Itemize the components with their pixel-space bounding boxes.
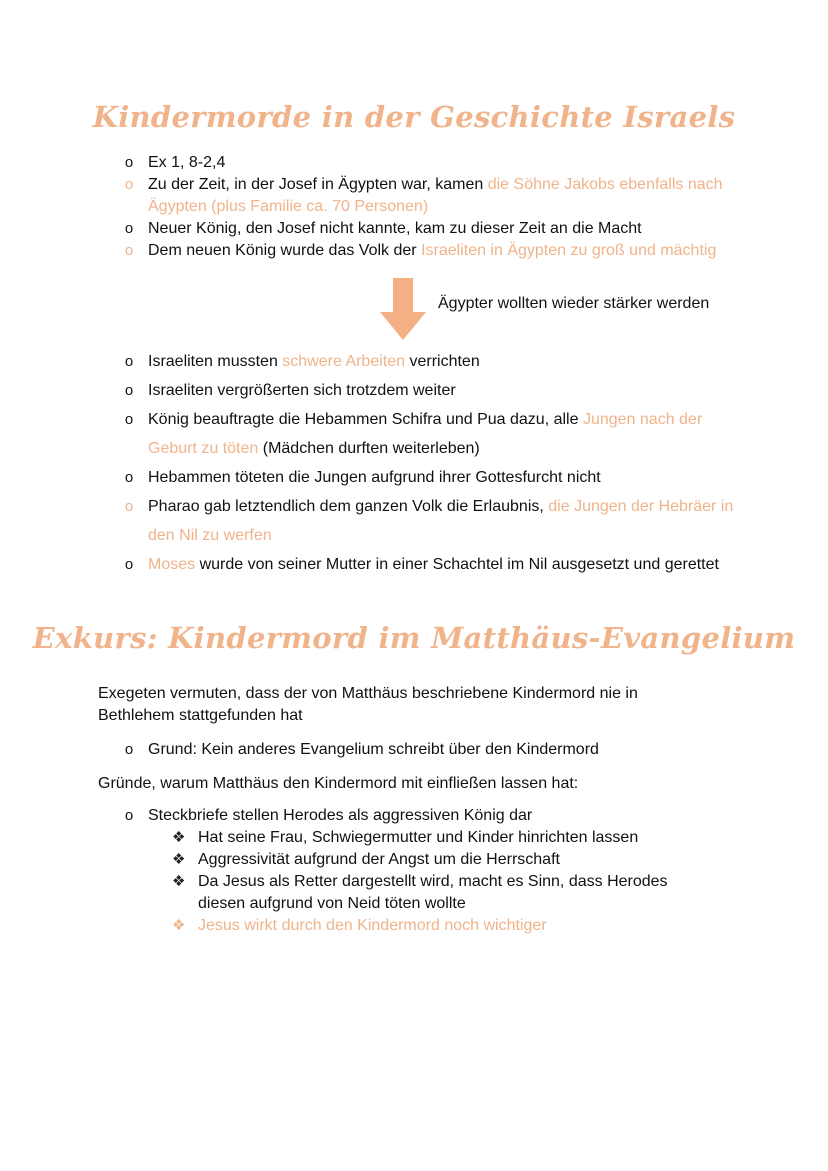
circle-bullet-icon: o: [124, 807, 134, 824]
diamond-bullet-icon: ❖: [172, 851, 186, 868]
exegesis-paragraph: Exegeten vermuten, dass der von Matthäus beschriebene Kindermord nie in Bethlehem stattgefunden hat: [98, 685, 638, 724]
item-text: Ex 1, 8-2,4: [148, 154, 226, 171]
circle-bullet-icon: o: [124, 353, 134, 370]
reason-list: [124, 739, 748, 761]
item-text: Israeliten mussten: [148, 353, 283, 370]
highlighted-text: Israeliten in Ägypten zu groß und mächtig: [421, 242, 717, 259]
circle-bullet-icon: o: [124, 469, 134, 486]
item-text: Zu der Zeit, in der Josef in Ägypten war, kamen: [148, 176, 488, 193]
item-text: König beauftragte die Hebammen Schifra und Pua dazu, alle: [148, 411, 583, 428]
section-title: Exkurs: Kindermord im Matthäus-Evangelium: [32, 621, 796, 655]
item-text: Hat seine Frau, Schwiegermutter und Kinder hinrichten lassen: [198, 829, 639, 846]
list-item: [124, 550, 738, 579]
herodes-details-list: [172, 827, 718, 937]
intro-list: [124, 152, 728, 262]
list-item: [124, 174, 728, 218]
item-text: Aggressivität aufgrund der Angst um die Herrschaft: [198, 851, 560, 868]
item-text: Hebammen töteten die Jungen aufgrund ihrer Gottesfurcht nicht: [148, 469, 601, 486]
item-text: wurde von seiner Mutter in einer Schachtel im Nil ausgesetzt und gerettet: [195, 556, 719, 573]
list-item: [172, 871, 718, 915]
circle-bullet-icon: o: [124, 242, 134, 259]
herodes-list: [124, 805, 748, 827]
highlighted-text: Jungen nach der Geburt zu töten: [148, 411, 703, 457]
list-item: [172, 827, 718, 849]
arrow-label: Ägypter wollten wieder stärker werden: [438, 295, 710, 312]
list-item: [124, 405, 738, 463]
list-item: [124, 739, 748, 761]
highlighted-text: Jesus wirkt durch den Kindermord noch wichtiger: [198, 917, 547, 934]
item-text: verrichten: [405, 353, 480, 370]
circle-bullet-icon: o: [124, 176, 134, 193]
reasons-heading: Gründe, warum Matthäus den Kindermord mit einfließen lassen hat:: [98, 775, 579, 792]
list-item: [124, 347, 738, 376]
list-item: [124, 805, 748, 827]
diamond-bullet-icon: ❖: [172, 829, 186, 846]
list-item: [124, 240, 728, 262]
list-item: [124, 492, 738, 550]
list-item: [172, 915, 718, 937]
highlighted-text: die Söhne Jakobs ebenfalls nach Ägypten (plus Familie ca. 70 Personen): [148, 176, 723, 215]
item-text: (Mädchen durften weiterleben): [258, 440, 480, 457]
circle-bullet-icon: o: [124, 741, 134, 758]
item-text: Neuer König, den Josef nicht kannte, kam zu dieser Zeit an die Macht: [148, 220, 642, 237]
circle-bullet-icon: o: [124, 154, 134, 171]
item-text: Israeliten vergrößerten sich trotzdem weiter: [148, 382, 456, 399]
item-text: Grund: Kein anderes Evangelium schreibt über den Kindermord: [148, 741, 599, 758]
item-text: Da Jesus als Retter dargestellt wird, macht es Sinn, dass Herodes diesen aufgrund von Neid töten wollte: [198, 873, 668, 912]
page-title: Kindermorde in der Geschichte Israels: [92, 100, 736, 134]
list-item: [124, 152, 728, 174]
list-item: [124, 218, 728, 240]
down-arrow-icon: [380, 278, 426, 340]
diamond-bullet-icon: ❖: [172, 917, 186, 934]
diamond-bullet-icon: ❖: [172, 873, 186, 890]
highlighted-text: Moses: [148, 556, 196, 573]
events-list: [124, 347, 738, 579]
item-text: Dem neuen König wurde das Volk der: [148, 242, 422, 259]
item-text: Steckbriefe stellen Herodes als aggressiven König dar: [148, 807, 533, 824]
circle-bullet-icon: o: [124, 382, 134, 399]
list-item: [124, 376, 738, 405]
circle-bullet-icon: o: [124, 220, 134, 237]
list-item: [124, 463, 738, 492]
highlighted-text: schwere Arbeiten: [282, 353, 406, 370]
highlighted-text: die Jungen der Hebräer in den Nil zu werfen: [148, 498, 734, 544]
list-item: [172, 849, 718, 871]
circle-bullet-icon: o: [124, 498, 134, 515]
circle-bullet-icon: o: [124, 411, 134, 428]
item-text: Pharao gab letztendlich dem ganzen Volk die Erlaubnis,: [148, 498, 549, 515]
circle-bullet-icon: o: [124, 556, 134, 573]
